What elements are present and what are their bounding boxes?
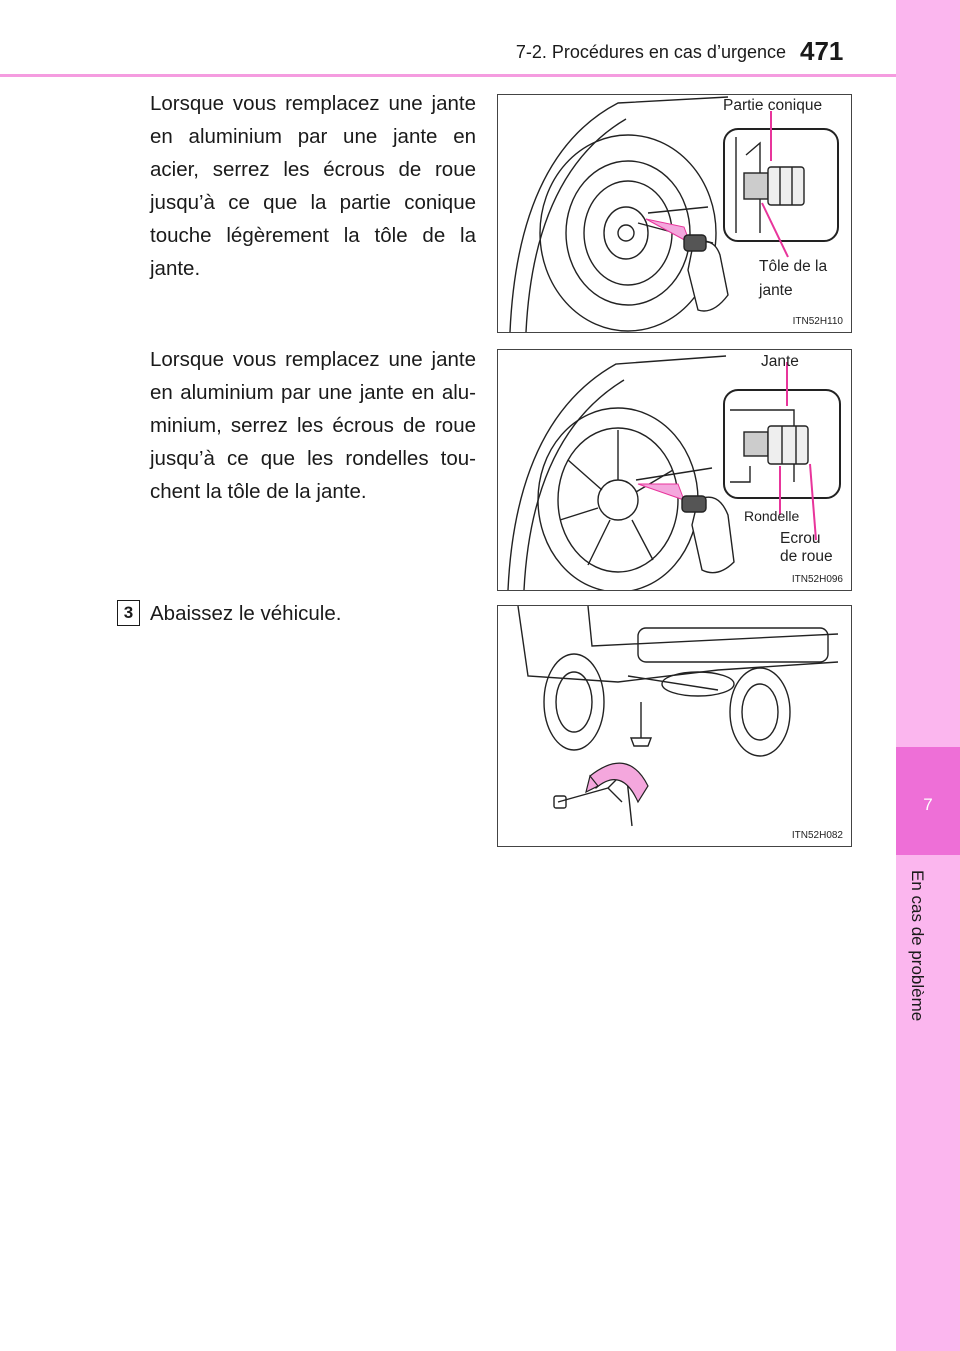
page-number: 471 (800, 36, 844, 66)
label-rim-sheet-line2: jante (759, 282, 793, 299)
figure-code: ITN52H096 (791, 574, 843, 585)
label-rim: Jante (761, 353, 799, 370)
label-wheel-nut-line1: Ecrou (780, 530, 821, 547)
step-number-badge: 3 (117, 600, 140, 626)
figure-lower-vehicle (497, 605, 852, 847)
figure-aluminium-rim-nut (497, 349, 852, 591)
figure-steel-rim-nut (497, 94, 852, 333)
label-rim-sheet-line1: Tôle de la (759, 258, 828, 275)
paragraph-steel-rim: Lorsque vous remplacez une jante en aluminium par une jante en acier, serrez les écrous de roue jusqu’à ce que la partie conique touche légèrement la tôle de la jante. (150, 92, 476, 280)
figure-code: ITN52H110 (792, 316, 843, 327)
chapter-number: 7 (923, 795, 933, 814)
label-conical-part: Partie conique (723, 97, 823, 114)
label-washer: Rondelle (744, 508, 800, 524)
figure-code: ITN52H082 (791, 830, 843, 841)
lower-vehicle-illustration (498, 606, 851, 846)
chapter-side-strip (896, 0, 960, 1351)
chapter-title: En cas de problème (908, 870, 927, 1022)
section-title: 7-2. Procédures en cas d’urgence (515, 42, 786, 62)
paragraph-aluminium-rim: Lorsque vous remplacez une jante en aluminium par une jante en alu-minium, serrez les écrous de roue jusqu’à ce que les rondelles tou-chent la tôle de la jante. (150, 348, 476, 503)
header-divider (0, 74, 896, 77)
step-3-text: Abaissez le véhicule. (150, 602, 342, 625)
steel-rim-illustration (498, 95, 851, 332)
label-wheel-nut-line2: de roue (780, 548, 833, 565)
